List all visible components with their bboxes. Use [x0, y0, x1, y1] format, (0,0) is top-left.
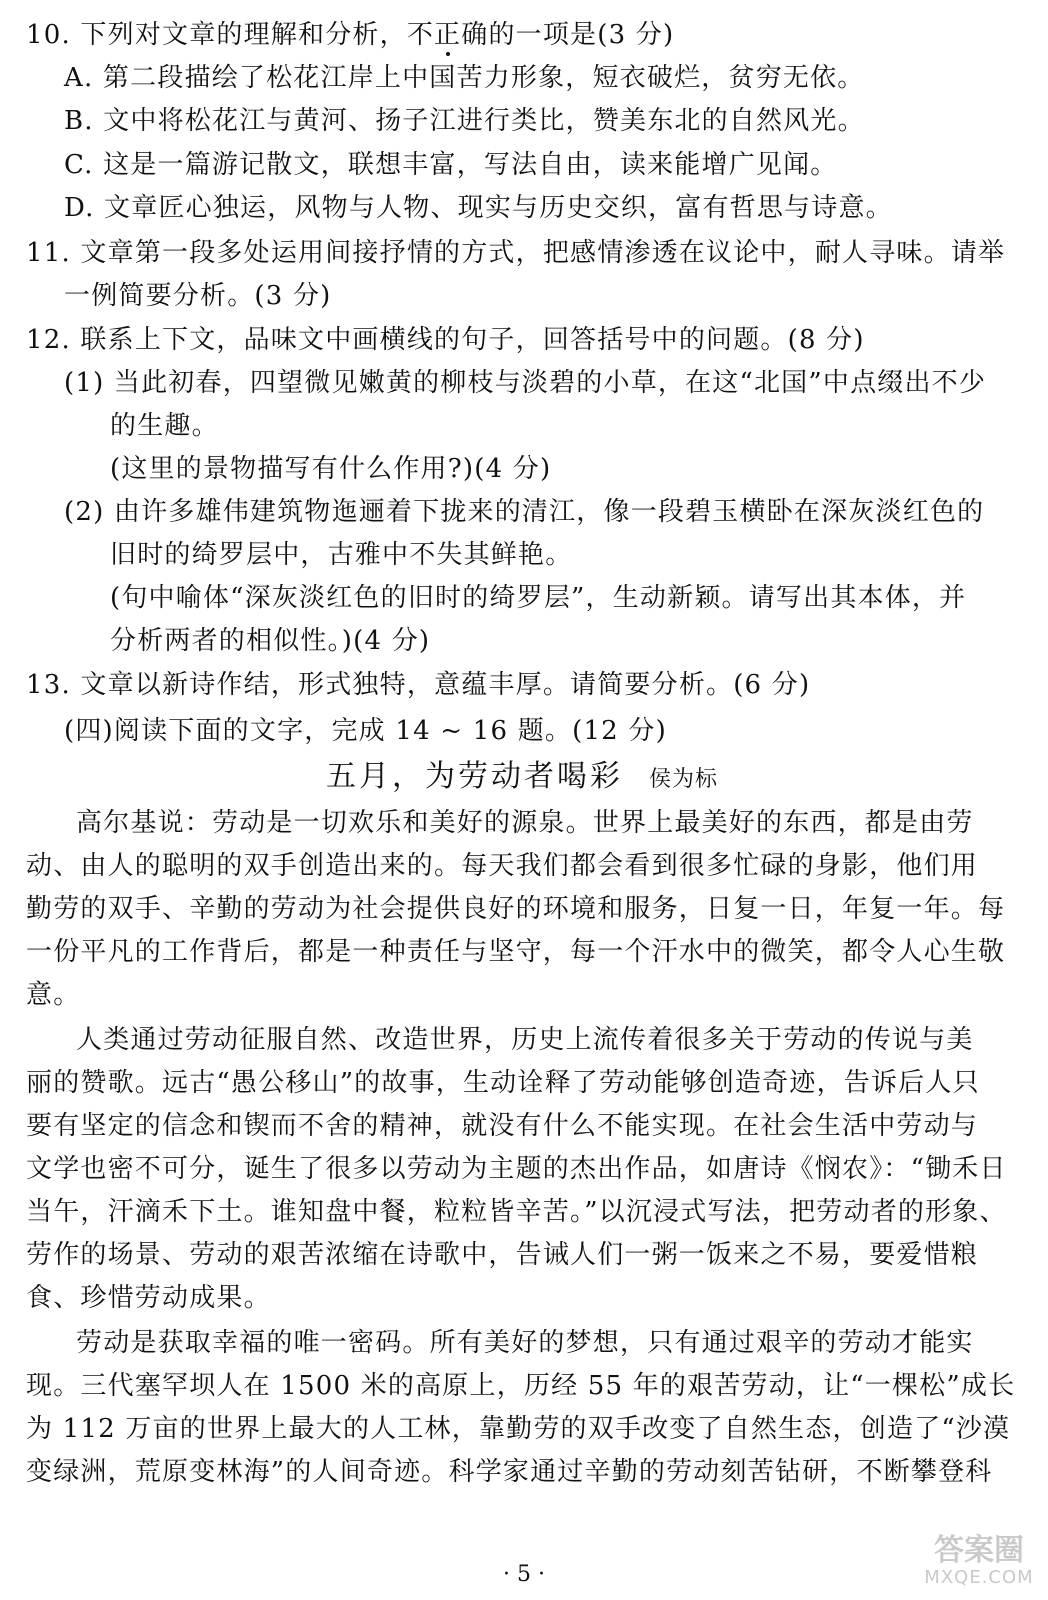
q10-option-b: B. 文中将松花江与黄河、扬子江进行类比，赞美东北的自然风光。	[64, 106, 865, 136]
question-13-stem: 13. 文章以新诗作结，形式独特，意蕴丰厚。请简要分析。(6 分)	[26, 670, 811, 700]
question-11-line: 一例简要分析。(3 分)	[64, 281, 332, 311]
paragraph-line: 高尔基说：劳动是一切欢乐和美好的源泉。世界上最美好的东西，都是由劳	[76, 808, 974, 838]
question-10-stem	[26, 18, 674, 52]
paragraph-line: 勤劳的双手、辛勤的劳动为社会提供良好的环境和服务，日复一日，年复一年。每	[26, 894, 1006, 924]
paragraph-line: 变绿洲，荒原变林海”的人间奇迹。科学家通过辛勤的劳动刻苦钻研，不断攀登科	[26, 1457, 993, 1487]
q12-sub1-question: (这里的景物描写有什么作用?)(4 分)	[110, 454, 552, 484]
paragraph-line: 意。	[26, 980, 81, 1010]
q10-prefix: 10. 下列对文章的理解和分析，	[26, 20, 407, 50]
q10-option-d: D. 文章匠心独运，风物与人物、现实与历史交织，富有哲思与诗意。	[64, 193, 893, 223]
question-11-line: 11. 文章第一段多处运用间接抒情的方式，把感情渗透在议论中，耐人寻味。请举	[26, 238, 1006, 268]
paragraph-line: 人类通过劳动征服自然、改造世界，历史上流传着很多关于劳动的传说与美	[76, 1025, 974, 1055]
section-heading: (四)阅读下面的文字，完成 14 ~ 16 题。(12 分)	[64, 716, 667, 746]
watermark-text-top: 答案圈	[934, 1533, 1024, 1568]
paragraph-line: 动、由人的聪明的双手创造出来的。每天我们都会看到很多忙碌的身影，他们用	[26, 851, 979, 881]
watermark-logo	[924, 1534, 1034, 1594]
paragraph-line: 劳作的场景、劳动的艰苦浓缩在诗歌中，告诫人们一粥一饭来之不易，要爱惜粮	[26, 1240, 979, 1270]
paragraph-line: 食、珍惜劳动成果。	[26, 1283, 271, 1313]
q12-sub1-line: 的生趣。	[110, 411, 219, 441]
q12-sub2-line: 旧时的绮罗层中，古雅中不失其鲜艳。	[110, 540, 573, 570]
question-12-stem: 12. 联系上下文，品味文中画横线的句子，回答括号中的问题。(8 分)	[26, 325, 865, 355]
q12-sub2-line: (2) 由许多雄伟建筑物迤逦着下拢来的清江，像一段碧玉横卧在深灰淡红色的	[64, 497, 985, 527]
q12-sub2-question: (句中喻体“深灰淡红色的旧时的绮罗层”，生动新颖。请写出其本体，并	[110, 583, 967, 613]
article-author: 侯为标	[649, 767, 719, 792]
q10-option-c: C. 这是一篇游记散文，联想丰富，写法自由，读来能增广见闻。	[64, 150, 838, 180]
q12-sub2-question: 分析两者的相似性。)(4 分)	[110, 626, 431, 656]
article-title: 五月，为劳动者喝彩	[326, 759, 623, 794]
paragraph-line: 当午，汗滴禾下土。谁知盘中餐，粒粒皆辛苦。”以沉浸式写法，把劳动者的形象、	[26, 1197, 1007, 1227]
paragraph-line: 一份平凡的工作背后，都是一种责任与坚守，每一个汗水中的微笑，都令人心生敬	[26, 937, 1006, 967]
paragraph-line: 要有坚定的信念和锲而不舍的精神，就没有什么不能实现。在社会生活中劳动与	[26, 1111, 979, 1141]
q12-sub1-line: (1) 当此初春，四望微见嫩黄的柳枝与淡碧的小草，在这“北国”中点缀出不少	[64, 368, 987, 398]
q10-suffix: 的一项是(3 分)	[488, 20, 675, 50]
paragraph-line: 为 112 万亩的世界上最大的人工林，靠勤劳的双手改变了自然生态，创造了“沙漠	[26, 1414, 1011, 1444]
watermark-text-bottom: MXQE.COM	[924, 1567, 1034, 1588]
paragraph-line: 丽的赞歌。远古“愚公移山”的故事，生动诠释了劳动能够创造奇迹，告诉后人只	[26, 1068, 980, 1098]
paragraph-line: 文学也密不可分，诞生了很多以劳动为主题的杰出作品，如唐诗《悯农》：“锄禾日	[26, 1154, 1007, 1184]
article-title-line	[326, 760, 718, 797]
q10-option-a: A. 第二段描绘了松花江岸上中国苦力形象，短衣破烂，贫穷无依。	[64, 63, 865, 93]
q10-emphasis: 不正确	[406, 20, 489, 50]
paragraph-line: 现。三代塞罕坝人在 1500 米的高原上，历经 55 年的艰苦劳动，让“一棵松”成长	[26, 1371, 1016, 1401]
page-number: · 5 ·	[503, 1562, 545, 1587]
paragraph-line: 劳动是获取幸福的唯一密码。所有美好的梦想，只有通过艰辛的劳动才能实	[76, 1328, 974, 1358]
